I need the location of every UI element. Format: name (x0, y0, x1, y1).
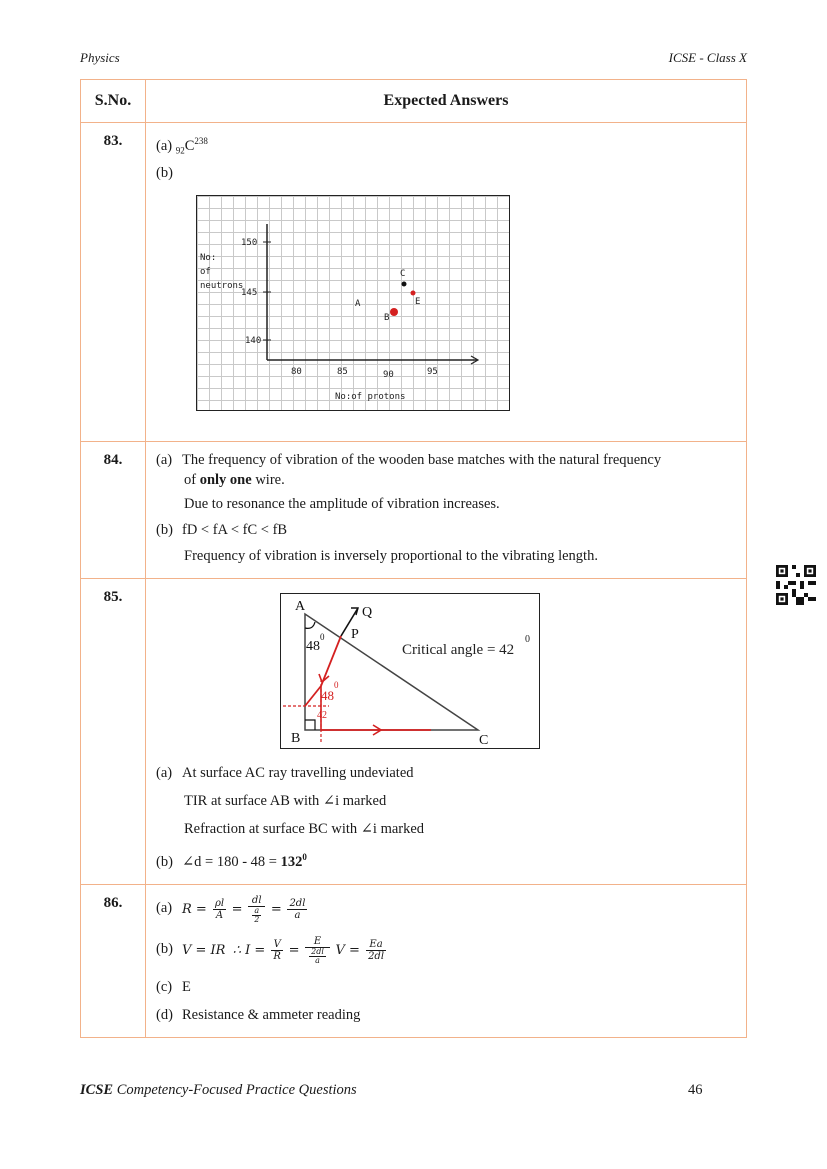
answer-85b (156, 847, 738, 872)
answer-84a (156, 450, 738, 490)
answer-86c (156, 977, 738, 997)
text-85a-3: Refraction at surface BC with ∠i marked (184, 820, 425, 837)
label-86d: (d) (156, 1006, 173, 1023)
point-p: P (351, 626, 359, 642)
element-symbol: C (184, 137, 195, 154)
prism-svg (281, 594, 539, 748)
text-85b-sup: 0 (302, 851, 307, 862)
table-row-84 (81, 441, 747, 578)
critical-angle-sup: 0 (525, 633, 530, 645)
answer-84b (156, 520, 738, 540)
prism-diagram (280, 593, 540, 749)
qr-code-icon[interactable] (776, 565, 816, 605)
frac-86b-2-num: E (305, 936, 330, 948)
frac-86a-2-den (248, 907, 265, 924)
point-label-e: E (415, 296, 421, 307)
col-sno-header: S.No. (81, 80, 146, 123)
frac-86a-1-num: ρl (214, 897, 225, 909)
frac-86a-2-den-num: a (252, 907, 261, 916)
text-84b-2: Frequency of vibration is inversely proportional to the vibrating length. (184, 547, 598, 564)
table-row-85 (81, 578, 747, 884)
vertex-a: A (295, 598, 306, 614)
frac-86a-3 (287, 898, 307, 921)
atomic-number: 92 (175, 145, 185, 156)
prism-triangle (305, 614, 478, 730)
footer-title-bold: ICSE (80, 1082, 114, 1098)
formula-86b-v: V = (335, 942, 365, 958)
frac-86b-3-den: 2dl (368, 950, 385, 962)
text-86d: Resistance & ammeter reading (182, 1006, 361, 1023)
ytick-140: 140 (245, 335, 262, 346)
frac-86b-1-den: R (273, 950, 281, 962)
graph-svg (197, 196, 509, 410)
footer-title-rest: Competency-Focused Practice Questions (113, 1082, 357, 1098)
label-84b: (b) (156, 521, 173, 538)
label-86c: (c) (156, 978, 173, 995)
footer-title (80, 1082, 357, 1099)
text-85a-1: At surface AC ray travelling undeviated (182, 764, 414, 781)
ylabel-line1: No: (200, 252, 217, 263)
point-b (390, 308, 398, 316)
sno-85: 85. (81, 578, 146, 884)
angle-48-top: 48 (306, 638, 320, 654)
answer-83a (156, 131, 738, 161)
critical-angle-label: Critical angle = 42 (402, 641, 515, 658)
answer-85 (146, 578, 747, 884)
text-84a-1: The frequency of vibration of the wooden base matches with the natural frequency (182, 451, 662, 468)
point-label-c: C (400, 268, 406, 279)
xtick-85: 85 (337, 366, 348, 377)
refracted-ray-red (321, 636, 341, 686)
ytick-145: 145 (241, 287, 258, 298)
xtick-95: 95 (427, 366, 438, 377)
text-85b: ∠d = 180 - 48 = (182, 853, 281, 870)
point-label-a: A (355, 298, 361, 309)
answer-84 (146, 441, 747, 578)
frac-86b-3 (366, 939, 386, 962)
label-85a: (a) (156, 764, 173, 781)
frac-86a-2 (248, 895, 265, 924)
frac-86b-2 (305, 936, 330, 965)
right-angle-mark (305, 720, 315, 730)
text-84b-1: fD < fA < fC < fB (182, 521, 288, 538)
table-row-83 (81, 123, 747, 442)
xtick-90: 90 (383, 369, 394, 380)
frac-86b-3-num: Ea (366, 939, 386, 951)
frac-86b-2-den (305, 948, 330, 965)
text-84a-2b: only one (199, 471, 252, 488)
answer-85a (156, 763, 738, 783)
xlabel: No:of protons (335, 391, 406, 402)
frac-86b-2-den-den: a (315, 955, 320, 965)
angle-48-red: 48 (321, 687, 334, 703)
ylabel-line2: of (200, 266, 211, 277)
frac-86a-1 (213, 898, 226, 921)
sno-84: 84. (81, 441, 146, 578)
angle-48-top-sup: 0 (320, 631, 325, 642)
frac-86a-2-num: dl (248, 895, 265, 907)
label-83b: (b) (156, 164, 173, 181)
point-q: Q (362, 604, 373, 620)
text-84a-2c: wire. (251, 471, 285, 488)
frac-86a-3-num: 2dl (289, 897, 306, 909)
sno-86: 86. (81, 884, 146, 1037)
formula-86b-therefore: ∴ I = (232, 942, 270, 958)
frac-86a-3-den: a (294, 909, 301, 921)
header-board: ICSE - Class X (668, 50, 747, 65)
mass-number: 238 (194, 136, 208, 146)
frac-86b-1-num: V (271, 939, 283, 951)
label-84a: (a) (156, 451, 173, 468)
xtick-80: 80 (291, 366, 302, 377)
reflected-ray (305, 686, 321, 706)
answer-86 (146, 884, 747, 1037)
ytick-150: 150 (241, 237, 258, 248)
formula-86b-lhs: V = IR (182, 942, 226, 958)
point-e (411, 290, 416, 295)
page-number: 46 (688, 1082, 703, 1098)
text-86c: E (182, 978, 191, 995)
answer-86b: (b) V = IR ∴ I = $\frac{V}{R}$ = $\frac{E}{\frac{2dl}{a}}$ V = $\frac{Ea}{2dl}$ (156, 935, 385, 965)
text-85a-2: TIR at surface AB with ∠i marked (184, 792, 387, 809)
vertex-c: C (479, 732, 489, 748)
answer-86d (156, 1005, 738, 1025)
angle-42-red: 42 (317, 709, 327, 721)
formula-86a-lhs: R = (182, 901, 211, 917)
frac-86a-1-den: A (215, 909, 224, 921)
frac-86a-2-den-den: 2 (254, 914, 260, 924)
text-85b-bold: 132 (280, 853, 303, 870)
answers-table (80, 79, 747, 1038)
vertex-b: B (291, 730, 301, 746)
label-86b: (b) (156, 941, 173, 958)
point-c (402, 281, 407, 286)
angle-arc-a (305, 622, 315, 628)
text-84a-2a: of (184, 471, 200, 488)
ylabel-line3: neutrons (200, 280, 244, 291)
answer-86a: (a) R = $\frac{\rho l}{A}$ = $\frac{dl}{\frac{a}{2}}$ = $\frac{2dl}{a}$ (156, 894, 306, 924)
angle-48-red-sup: 0 (334, 679, 339, 690)
answer-83 (146, 123, 747, 442)
table-header-row (81, 80, 747, 123)
label-86a: (a) (156, 900, 173, 917)
sno-83: 83. (81, 123, 146, 442)
label-85b: (b) (156, 853, 173, 870)
label-83a: (a) (156, 137, 173, 154)
point-label-b: B (384, 312, 390, 323)
col-answers-header: Expected Answers (146, 80, 747, 123)
table-row-86 (81, 884, 747, 1037)
frac-86b-2-den-num: 2dl (311, 946, 324, 956)
text-84a-3: Due to resonance the amplitude of vibration increases. (184, 495, 500, 512)
neutron-proton-graph (196, 195, 510, 411)
frac-86b-1 (271, 939, 283, 962)
header-subject: Physics (80, 50, 120, 65)
